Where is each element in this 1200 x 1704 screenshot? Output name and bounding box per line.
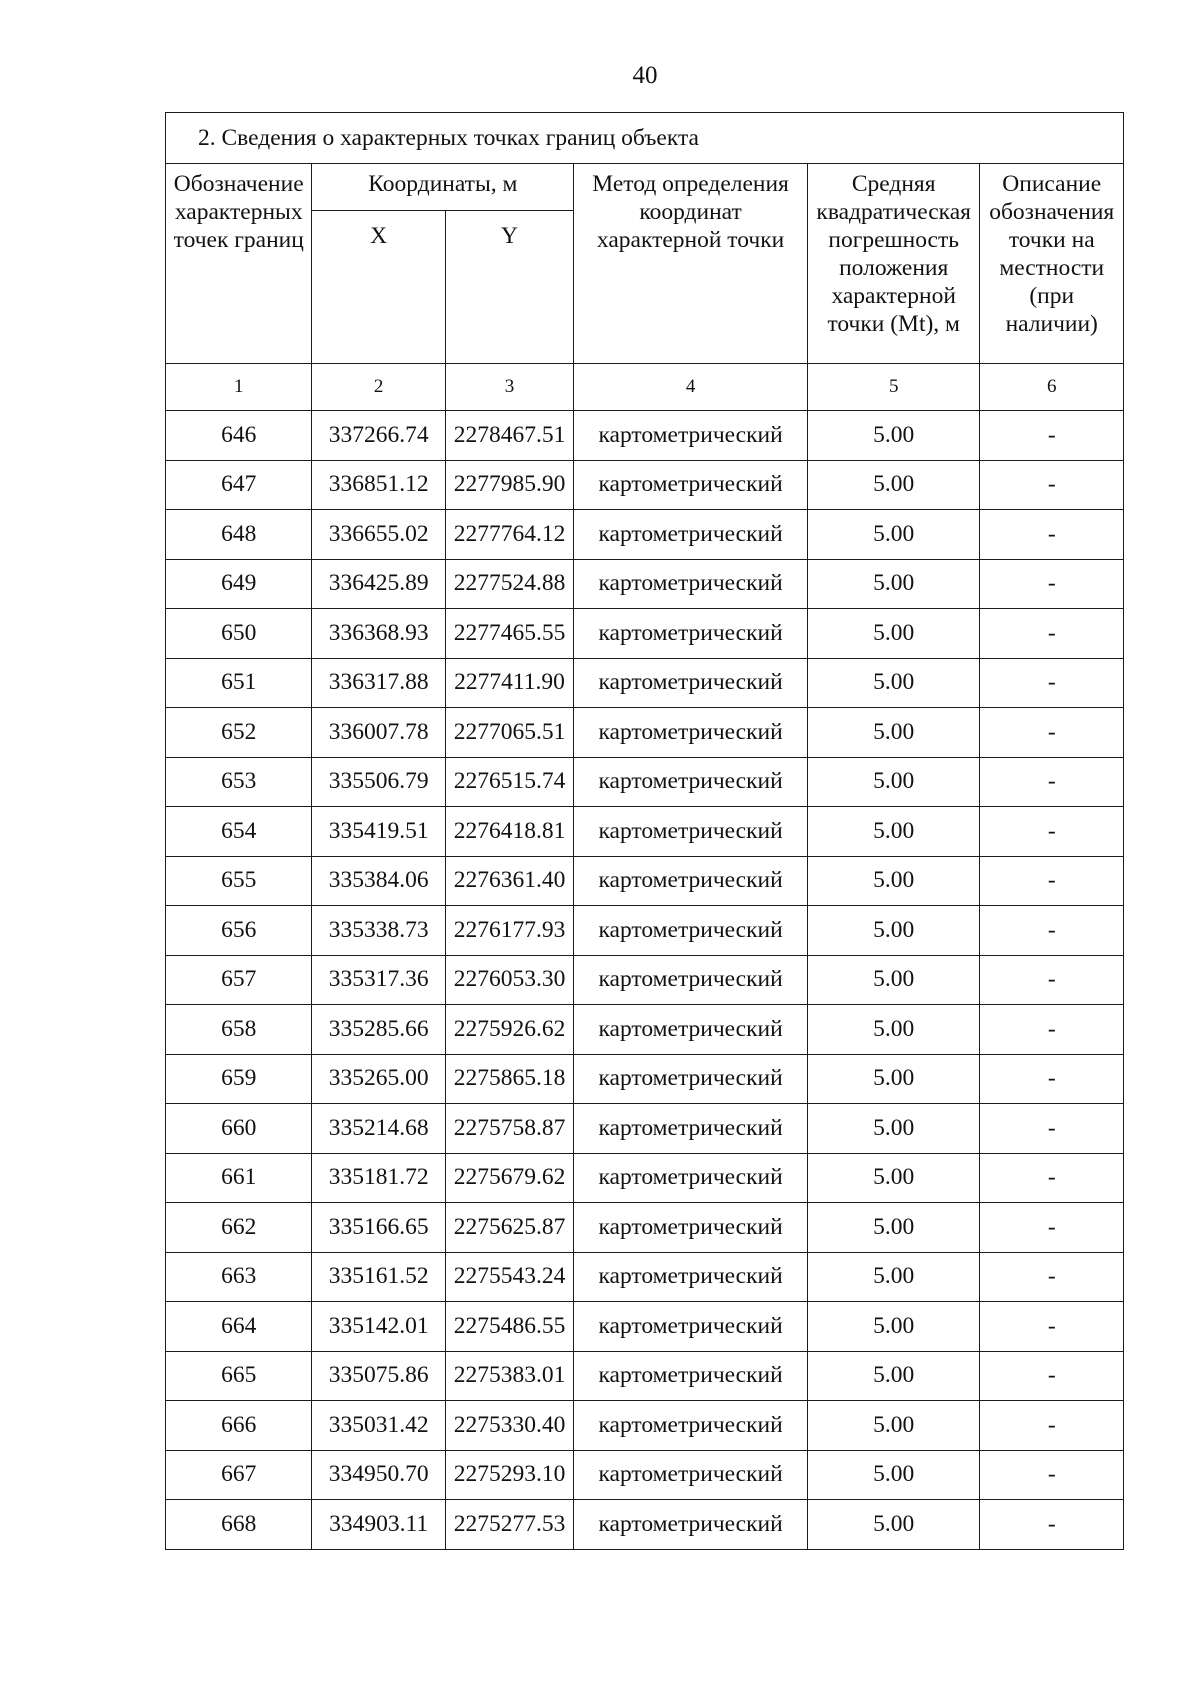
y-coordinate-cell: 2276361.40	[445, 856, 573, 906]
section-title: 2. Сведения о характерных точках границ объекта	[166, 113, 1124, 164]
table-row	[166, 708, 1124, 758]
table-row	[166, 1104, 1124, 1154]
table-row	[166, 1500, 1124, 1550]
method-cell: картометрический	[574, 460, 808, 510]
table-row	[166, 955, 1124, 1005]
error-cell: 5.00	[807, 559, 980, 609]
x-coordinate-cell: 336851.12	[312, 460, 445, 510]
page-number: 40	[632, 62, 658, 89]
table-row	[166, 1054, 1124, 1104]
x-coordinate-cell: 335214.68	[312, 1104, 445, 1154]
point-id-cell: 665	[166, 1351, 312, 1401]
header-description: Описание обозначения точки на местности (при наличии)	[980, 164, 1124, 364]
y-coordinate-cell: 2277065.51	[445, 708, 573, 758]
method-cell: картометрический	[574, 1104, 808, 1154]
point-id-cell: 668	[166, 1500, 312, 1550]
table-row	[166, 757, 1124, 807]
characteristic-points-table	[165, 112, 1124, 1550]
error-cell: 5.00	[807, 1054, 980, 1104]
x-coordinate-cell: 335161.52	[312, 1252, 445, 1302]
point-id-cell: 662	[166, 1203, 312, 1253]
x-coordinate-cell: 336317.88	[312, 658, 445, 708]
point-id-cell: 655	[166, 856, 312, 906]
header-designation: Обозначение характерных точек границ	[166, 164, 312, 364]
x-coordinate-cell: 334950.70	[312, 1450, 445, 1500]
description-cell: -	[980, 609, 1124, 659]
method-cell: картометрический	[574, 1153, 808, 1203]
header-x: X	[312, 211, 445, 364]
x-coordinate-cell: 335285.66	[312, 1005, 445, 1055]
x-coordinate-cell: 335031.42	[312, 1401, 445, 1451]
error-cell: 5.00	[807, 460, 980, 510]
description-cell: -	[980, 1302, 1124, 1352]
point-id-cell: 660	[166, 1104, 312, 1154]
table-row	[166, 559, 1124, 609]
table-row	[166, 1005, 1124, 1055]
y-coordinate-cell: 2275293.10	[445, 1450, 573, 1500]
description-cell: -	[980, 807, 1124, 857]
y-coordinate-cell: 2277985.90	[445, 460, 573, 510]
description-cell: -	[980, 1153, 1124, 1203]
method-cell: картометрический	[574, 1500, 808, 1550]
y-coordinate-cell: 2277764.12	[445, 510, 573, 560]
x-coordinate-cell: 335075.86	[312, 1351, 445, 1401]
y-coordinate-cell: 2275926.62	[445, 1005, 573, 1055]
table-row	[166, 510, 1124, 560]
table-row	[166, 1302, 1124, 1352]
method-cell: картометрический	[574, 1203, 808, 1253]
error-cell: 5.00	[807, 1450, 980, 1500]
header-coordinates: Координаты, м	[312, 164, 574, 211]
error-cell: 5.00	[807, 1302, 980, 1352]
error-cell: 5.00	[807, 1401, 980, 1451]
method-cell: картометрический	[574, 708, 808, 758]
description-cell: -	[980, 1500, 1124, 1550]
column-number: 1	[166, 364, 312, 411]
x-coordinate-cell: 336007.78	[312, 708, 445, 758]
error-cell: 5.00	[807, 1153, 980, 1203]
y-coordinate-cell: 2276515.74	[445, 757, 573, 807]
point-id-cell: 666	[166, 1401, 312, 1451]
table-row	[166, 1401, 1124, 1451]
method-cell: картометрический	[574, 559, 808, 609]
error-cell: 5.00	[807, 906, 980, 956]
description-cell: -	[980, 1054, 1124, 1104]
method-cell: картометрический	[574, 955, 808, 1005]
method-cell: картометрический	[574, 1054, 808, 1104]
column-number: 5	[807, 364, 980, 411]
column-number-row	[166, 364, 1124, 411]
header-method: Метод определения координат характерной точки	[574, 164, 808, 364]
method-cell: картометрический	[574, 411, 808, 461]
point-id-cell: 652	[166, 708, 312, 758]
y-coordinate-cell: 2275486.55	[445, 1302, 573, 1352]
x-coordinate-cell: 335265.00	[312, 1054, 445, 1104]
point-id-cell: 649	[166, 559, 312, 609]
x-coordinate-cell: 335317.36	[312, 955, 445, 1005]
x-coordinate-cell: 335506.79	[312, 757, 445, 807]
y-coordinate-cell: 2277465.55	[445, 609, 573, 659]
column-number: 2	[312, 364, 445, 411]
y-coordinate-cell: 2275277.53	[445, 1500, 573, 1550]
method-cell: картометрический	[574, 856, 808, 906]
description-cell: -	[980, 856, 1124, 906]
y-coordinate-cell: 2277411.90	[445, 658, 573, 708]
description-cell: -	[980, 906, 1124, 956]
x-coordinate-cell: 337266.74	[312, 411, 445, 461]
error-cell: 5.00	[807, 708, 980, 758]
point-id-cell: 661	[166, 1153, 312, 1203]
description-cell: -	[980, 1203, 1124, 1253]
x-coordinate-cell: 335166.65	[312, 1203, 445, 1253]
table-row	[166, 807, 1124, 857]
method-cell: картометрический	[574, 807, 808, 857]
table-row	[166, 1351, 1124, 1401]
error-cell: 5.00	[807, 955, 980, 1005]
x-coordinate-cell: 336368.93	[312, 609, 445, 659]
method-cell: картометрический	[574, 658, 808, 708]
header-y: Y	[445, 211, 573, 364]
table-row	[166, 1153, 1124, 1203]
description-cell: -	[980, 411, 1124, 461]
description-cell: -	[980, 1351, 1124, 1401]
point-id-cell: 658	[166, 1005, 312, 1055]
y-coordinate-cell: 2278467.51	[445, 411, 573, 461]
y-coordinate-cell: 2276177.93	[445, 906, 573, 956]
error-cell: 5.00	[807, 1351, 980, 1401]
error-cell: 5.00	[807, 609, 980, 659]
description-cell: -	[980, 757, 1124, 807]
description-cell: -	[980, 1450, 1124, 1500]
error-cell: 5.00	[807, 1203, 980, 1253]
table-row	[166, 411, 1124, 461]
point-id-cell: 646	[166, 411, 312, 461]
y-coordinate-cell: 2277524.88	[445, 559, 573, 609]
error-cell: 5.00	[807, 1005, 980, 1055]
point-id-cell: 657	[166, 955, 312, 1005]
point-id-cell: 654	[166, 807, 312, 857]
table-row	[166, 460, 1124, 510]
method-cell: картометрический	[574, 1252, 808, 1302]
description-cell: -	[980, 510, 1124, 560]
x-coordinate-cell: 335338.73	[312, 906, 445, 956]
method-cell: картометрический	[574, 906, 808, 956]
error-cell: 5.00	[807, 856, 980, 906]
y-coordinate-cell: 2275543.24	[445, 1252, 573, 1302]
method-cell: картометрический	[574, 1351, 808, 1401]
x-coordinate-cell: 334903.11	[312, 1500, 445, 1550]
table-row	[166, 609, 1124, 659]
x-coordinate-cell: 336425.89	[312, 559, 445, 609]
method-cell: картометрический	[574, 1401, 808, 1451]
method-cell: картометрический	[574, 1450, 808, 1500]
point-id-cell: 651	[166, 658, 312, 708]
method-cell: картометрический	[574, 609, 808, 659]
error-cell: 5.00	[807, 807, 980, 857]
table-row	[166, 1203, 1124, 1253]
error-cell: 5.00	[807, 1252, 980, 1302]
method-cell: картометрический	[574, 757, 808, 807]
error-cell: 5.00	[807, 411, 980, 461]
point-id-cell: 664	[166, 1302, 312, 1352]
x-coordinate-cell: 335384.06	[312, 856, 445, 906]
description-cell: -	[980, 460, 1124, 510]
x-coordinate-cell: 335419.51	[312, 807, 445, 857]
y-coordinate-cell: 2276418.81	[445, 807, 573, 857]
table-row	[166, 1252, 1124, 1302]
description-cell: -	[980, 955, 1124, 1005]
description-cell: -	[980, 1252, 1124, 1302]
y-coordinate-cell: 2275383.01	[445, 1351, 573, 1401]
description-cell: -	[980, 708, 1124, 758]
point-id-cell: 650	[166, 609, 312, 659]
point-id-cell: 659	[166, 1054, 312, 1104]
column-number: 6	[980, 364, 1124, 411]
column-number: 4	[574, 364, 808, 411]
point-id-cell: 656	[166, 906, 312, 956]
point-id-cell: 663	[166, 1252, 312, 1302]
point-id-cell: 653	[166, 757, 312, 807]
point-id-cell: 648	[166, 510, 312, 560]
table-row	[166, 906, 1124, 956]
error-cell: 5.00	[807, 510, 980, 560]
error-cell: 5.00	[807, 757, 980, 807]
point-id-cell: 647	[166, 460, 312, 510]
point-id-cell: 667	[166, 1450, 312, 1500]
x-coordinate-cell: 335142.01	[312, 1302, 445, 1352]
error-cell: 5.00	[807, 1500, 980, 1550]
y-coordinate-cell: 2275865.18	[445, 1054, 573, 1104]
description-cell: -	[980, 1401, 1124, 1451]
table-body	[166, 411, 1124, 1550]
description-cell: -	[980, 658, 1124, 708]
description-cell: -	[980, 1005, 1124, 1055]
y-coordinate-cell: 2276053.30	[445, 955, 573, 1005]
y-coordinate-cell: 2275625.87	[445, 1203, 573, 1253]
description-cell: -	[980, 1104, 1124, 1154]
column-number: 3	[445, 364, 573, 411]
table-row	[166, 1450, 1124, 1500]
y-coordinate-cell: 2275758.87	[445, 1104, 573, 1154]
table-row	[166, 856, 1124, 906]
table-row	[166, 658, 1124, 708]
method-cell: картометрический	[574, 510, 808, 560]
method-cell: картометрический	[574, 1005, 808, 1055]
error-cell: 5.00	[807, 1104, 980, 1154]
description-cell: -	[980, 559, 1124, 609]
y-coordinate-cell: 2275679.62	[445, 1153, 573, 1203]
x-coordinate-cell: 336655.02	[312, 510, 445, 560]
method-cell: картометрический	[574, 1302, 808, 1352]
error-cell: 5.00	[807, 658, 980, 708]
header-error: Средняя квадратическая погрешность положения характерной точки (Mt), м	[807, 164, 980, 364]
y-coordinate-cell: 2275330.40	[445, 1401, 573, 1451]
x-coordinate-cell: 335181.72	[312, 1153, 445, 1203]
